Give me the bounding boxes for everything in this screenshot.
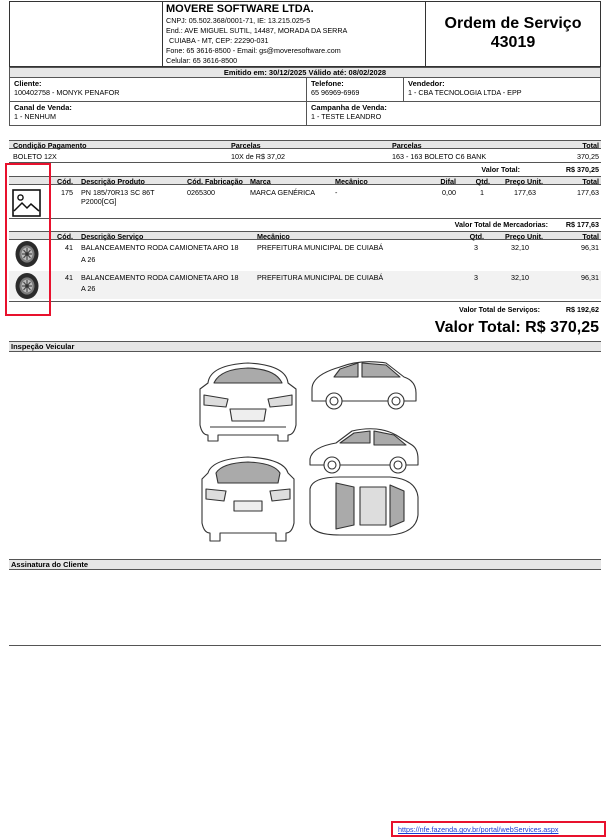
service-description-cont: A 26: [81, 284, 96, 293]
product-col-difal: Difal: [440, 177, 456, 186]
service-qty: 3: [474, 243, 478, 252]
product-col-qty: Qtd.: [475, 177, 490, 186]
product-col-code: Cód.: [57, 177, 73, 186]
footer-link[interactable]: https://nfe.fazenda.gov.br/portal/webServices.aspx: [398, 825, 559, 834]
service-total: 96,31: [581, 243, 599, 252]
payment-col-installments: Parcelas: [231, 141, 261, 150]
product-col-unit-price: Preço Unit.: [505, 177, 543, 186]
payment-col-total: Total: [582, 141, 599, 150]
inspection-title: Inspeção Veicular: [11, 342, 75, 351]
product-qty: 1: [480, 188, 484, 197]
product-code: 175: [61, 188, 73, 197]
product-mechanic: -: [335, 188, 338, 197]
company-contact: Fone: 65 3616-8500 - Email: gs@moveresoftware.com: [166, 46, 341, 55]
company-info: [165, 2, 423, 66]
service-qty: 3: [474, 273, 478, 282]
company-city: CUIABA - MT, CEP: 22290-031: [169, 36, 269, 45]
service-col-mechanic: Mecânico: [257, 232, 290, 241]
product-col-brand: Marca: [250, 177, 271, 186]
products-total-value: R$ 177,63: [565, 220, 599, 229]
phone-value: 65 96969-6969: [311, 88, 360, 97]
divider: [9, 301, 601, 302]
payment-col-condition: Condição Pagamento: [13, 141, 87, 150]
seller-label: Vendedor:: [408, 79, 445, 88]
service-col-total: Total: [582, 232, 599, 241]
signature-header: [9, 559, 601, 570]
payment-col-installments-detail: Parcelas: [392, 141, 422, 150]
service-code: 41: [65, 243, 73, 252]
signature-line: [9, 645, 601, 646]
client-value: 100402758 - MONYK PENAFOR: [14, 88, 120, 97]
products-total-label: Valor Total de Mercadorias:: [454, 220, 548, 229]
client-label: Cliente:: [14, 79, 42, 88]
service-col-code: Cód.: [57, 232, 73, 241]
product-description: PN 185/70R13 SC 86T: [81, 188, 155, 197]
divider: [9, 162, 601, 163]
emission-bar: Emitido em: 30/12/2025 Válido até: 08/02/2028: [9, 67, 601, 78]
channel-value: 1 - NENHUM: [14, 112, 56, 121]
payment-total: 370,25: [577, 152, 599, 161]
company-name: MOVERE SOFTWARE LTDA.: [166, 3, 314, 15]
document-header: [9, 1, 601, 67]
service-col-unit-price: Preço Unit.: [505, 232, 543, 241]
service-mechanic: PREFEITURA MUNICIPAL DE CUIABÁ: [257, 273, 384, 282]
company-logo: [10, 2, 163, 66]
payment-condition: BOLETO 12X: [13, 152, 57, 161]
seller-value: 1 - CBA TECNOLOGIA LTDA - EPP: [408, 88, 522, 97]
service-total: 96,31: [581, 273, 599, 282]
channel-row: [9, 102, 601, 126]
payment-total-value: R$ 370,25: [565, 165, 599, 174]
payment-header: [9, 140, 601, 149]
services-total-value: R$ 192,62: [565, 305, 599, 314]
order-number: 43019: [490, 34, 536, 51]
product-col-manufacturer-code: Cód. Fabricação: [187, 177, 243, 186]
service-unit-price: 32,10: [511, 243, 529, 252]
product-col-total: Total: [582, 177, 599, 186]
company-mobile: Celular: 65 3616-8500: [166, 56, 238, 65]
payment-installments-detail: 163 - 163 BOLETO C6 BANK: [392, 152, 487, 161]
service-code: 41: [65, 273, 73, 282]
signature-title: Assinatura do Cliente: [11, 560, 89, 569]
client-cell: [10, 78, 306, 101]
product-description-cont: P2000[CG]: [81, 197, 117, 206]
product-unit-price: 177,63: [514, 188, 536, 197]
service-description: BALANCEAMENTO RODA CAMIONETA ARO 18: [81, 243, 239, 252]
service-unit-price: 32,10: [511, 273, 529, 282]
order-title: Ordem de Serviço: [444, 15, 582, 32]
service-description-cont: A 26: [81, 255, 96, 264]
product-col-description: Descrição Produto: [81, 177, 145, 186]
product-brand: MARCA GENÉRICA: [250, 188, 316, 197]
service-mechanic: PREFEITURA MUNICIPAL DE CUIABÁ: [257, 243, 384, 252]
client-row: [9, 78, 601, 102]
channel-cell: [10, 102, 306, 125]
order-title-box: [425, 2, 600, 66]
product-difal: 0,00: [442, 188, 456, 197]
service-description: BALANCEAMENTO RODA CAMIONETA ARO 18: [81, 273, 239, 282]
campaign-value: 1 - TESTE LEANDRO: [311, 112, 382, 121]
product-col-mechanic: Mecânico: [335, 177, 368, 186]
company-address: End.: AVE MIGUEL SUTIL, 14487, MORADA DA SERRA: [166, 26, 348, 35]
campaign-label: Campanha de Venda:: [311, 103, 387, 112]
grand-total: Valor Total: R$ 370,25: [434, 319, 599, 336]
image-column-highlight: [5, 163, 51, 316]
payment-total-label: Valor Total:: [481, 165, 520, 174]
services-total-label: Valor Total de Serviços:: [459, 305, 540, 314]
service-col-description: Descrição Serviço: [81, 232, 144, 241]
service-col-qty: Qtd.: [469, 232, 484, 241]
company-cnpj: CNPJ: 05.502.368/0001-71, IE: 13.215.025-5: [166, 16, 311, 25]
product-total: 177,63: [577, 188, 599, 197]
phone-label: Telefone:: [311, 79, 344, 88]
seller-cell: [403, 78, 600, 101]
campaign-cell: [306, 102, 600, 125]
phone-cell: [306, 78, 403, 101]
inspection-header: [9, 341, 601, 352]
vehicle-diagram: [190, 355, 420, 545]
channel-label: Canal de Venda:: [14, 103, 72, 112]
divider: [9, 218, 601, 219]
payment-installments: 10X de R$ 37,02: [231, 152, 285, 161]
product-manufacturer-code: 0265300: [187, 188, 215, 197]
